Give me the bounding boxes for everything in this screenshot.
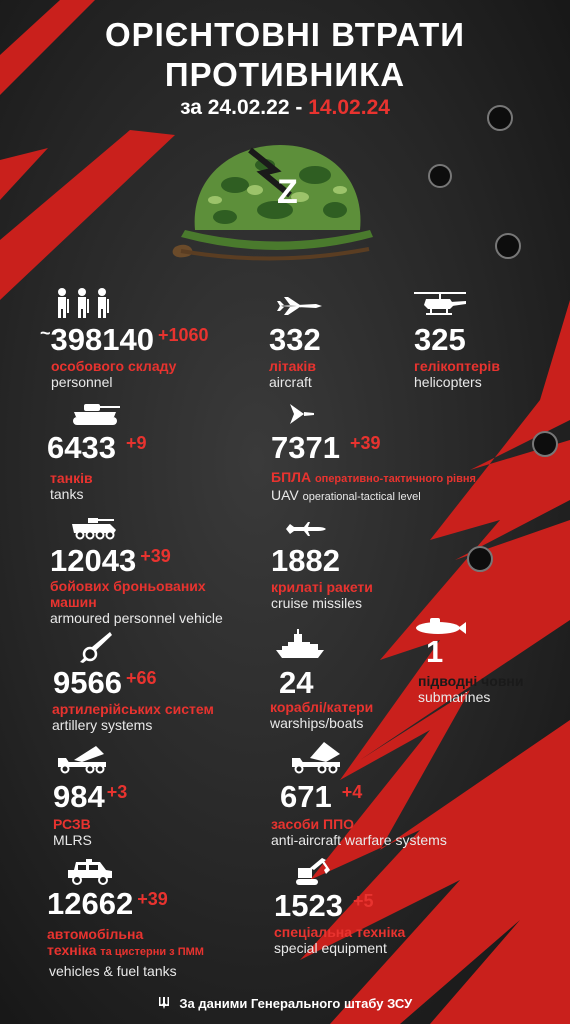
stat-increase: +5 <box>352 891 374 911</box>
stat-value: 325 <box>414 322 466 357</box>
stat-label-en-sub: operational-tactical level <box>302 491 421 503</box>
stat-label-ua: автомобільна <box>47 926 144 942</box>
date-range <box>0 96 570 120</box>
stat-value: 1523 <box>274 888 343 923</box>
stat-label-ua-line-2: машин <box>50 594 97 610</box>
stat-label-en: helicopters <box>414 374 482 390</box>
stat-label-en: tanks <box>50 486 84 502</box>
stat-cruise-missiles <box>271 545 373 611</box>
stat-label-en: vehicles & fuel tanks <box>49 963 177 979</box>
stat-value: 24 <box>279 665 314 700</box>
helmet-icon <box>165 135 390 275</box>
stat-label-ua-warships: кораблі/катери <box>270 699 374 715</box>
stat-value: 671 <box>280 779 332 814</box>
stat-apv <box>50 545 223 626</box>
stat-value: 332 <box>269 322 321 357</box>
stat-label-ua: гелікоптерів <box>414 358 500 374</box>
drone-icon <box>286 402 316 426</box>
stat-label-en: cruise missiles <box>271 595 363 611</box>
stat-label-en: anti-aircraft warfare systems <box>271 832 447 848</box>
stat-label-en-submarines: submarines <box>418 689 491 705</box>
stat-value: 12043 <box>50 543 137 578</box>
humvee-icon <box>66 858 114 886</box>
stat-increase: +1060 <box>157 325 209 345</box>
stat-label-en: artillery systems <box>52 717 153 733</box>
stat-label-ua-sub: та цистерни з ПММ <box>100 946 204 958</box>
cannon-icon <box>78 630 114 664</box>
stat-label-ua: танків <box>50 470 93 486</box>
stat-label-ua: літаків <box>269 358 316 374</box>
stat-value: 984 <box>53 779 105 814</box>
stat-label-ua: бойових броньованих <box>50 578 206 594</box>
tank-icon <box>70 402 122 426</box>
stat-increase: +39 <box>137 889 168 909</box>
stat-value: 398140 <box>50 322 154 357</box>
stat-value: 12662 <box>47 886 134 921</box>
warship-icon <box>274 628 326 660</box>
plane-icon <box>276 296 322 316</box>
stat-label-ua: РСЗВ <box>53 816 91 832</box>
stat-label-en: UAV <box>271 487 299 503</box>
stat-label-en: special equipment <box>274 940 387 956</box>
stat-personnel <box>40 324 209 390</box>
title-line-2: ПРОТИВНИКА <box>164 56 406 93</box>
stat-increase: +4 <box>341 782 363 802</box>
soldiers-icon <box>53 287 111 319</box>
stat-warships <box>279 667 313 698</box>
stat-label-en: armoured personnel vehicle <box>50 610 223 626</box>
stat-mlrs <box>53 781 127 848</box>
stat-label-en: MLRS <box>53 832 92 848</box>
stat-label-ua: крилаті ракети <box>271 579 373 595</box>
date-separator: - <box>295 96 303 119</box>
stat-label-ua-line-2: техніка <box>47 942 97 958</box>
helmet-mark: Z <box>277 173 298 211</box>
mlrs-truck-icon <box>56 744 108 774</box>
stat-increase: +39 <box>349 433 381 453</box>
stat-vehicles <box>47 888 204 979</box>
stat-helicopters <box>414 324 500 390</box>
approx-sign: ~ <box>40 323 51 343</box>
apc-icon <box>70 516 118 540</box>
stat-label-ua-submarines: підводні човни <box>418 673 524 689</box>
stat-artillery <box>53 667 214 733</box>
stat-increase: +9 <box>125 433 147 453</box>
footer-text: За даними Генерального штабу ЗСУ <box>179 996 413 1011</box>
stat-value: 1882 <box>271 543 340 578</box>
stat-label-ua: спеціальна техніка <box>274 924 406 940</box>
stat-value: 7371 <box>271 430 340 465</box>
stat-submarines <box>426 636 443 667</box>
date-to: 14.02.24 <box>308 96 390 119</box>
date-from: 24.02.22 <box>207 96 290 119</box>
stat-tanks <box>47 432 147 502</box>
stat-label-ua: засоби ППО <box>271 816 355 832</box>
stat-value: 9566 <box>53 665 122 700</box>
submarine-icon <box>414 616 466 636</box>
title-line-1: ОРІЄНТОВНІ ВТРАТИ <box>104 16 466 53</box>
air-defense-icon <box>290 740 342 774</box>
missile-icon <box>284 520 326 538</box>
stat-increase: +3 <box>106 782 128 802</box>
stat-increase: +39 <box>140 546 171 566</box>
stat-anti-aircraft <box>271 779 447 848</box>
stat-label-en: aircraft <box>269 374 312 390</box>
stat-uav <box>271 432 476 505</box>
date-prefix: за <box>180 96 202 119</box>
stat-aircraft <box>269 324 321 390</box>
source-footer <box>0 996 570 1011</box>
trident-icon <box>158 996 170 1010</box>
stat-label-ua: БПЛА <box>271 469 312 485</box>
stat-label-ua: артилерійських систем <box>52 701 214 717</box>
stat-label-ua-sub: оперативно-тактичного рівня <box>314 473 476 485</box>
stat-increase: +66 <box>125 668 157 688</box>
stat-label-en-warships: warships/boats <box>270 715 364 731</box>
stat-label-en: personnel <box>51 374 113 390</box>
stat-special-equipment <box>274 890 405 956</box>
stat-label-ua: особового складу <box>51 358 177 374</box>
excavator-icon <box>294 856 334 888</box>
helicopter-icon <box>412 289 468 319</box>
stat-value: 1 <box>426 634 444 669</box>
stat-value: 6433 <box>47 430 116 465</box>
